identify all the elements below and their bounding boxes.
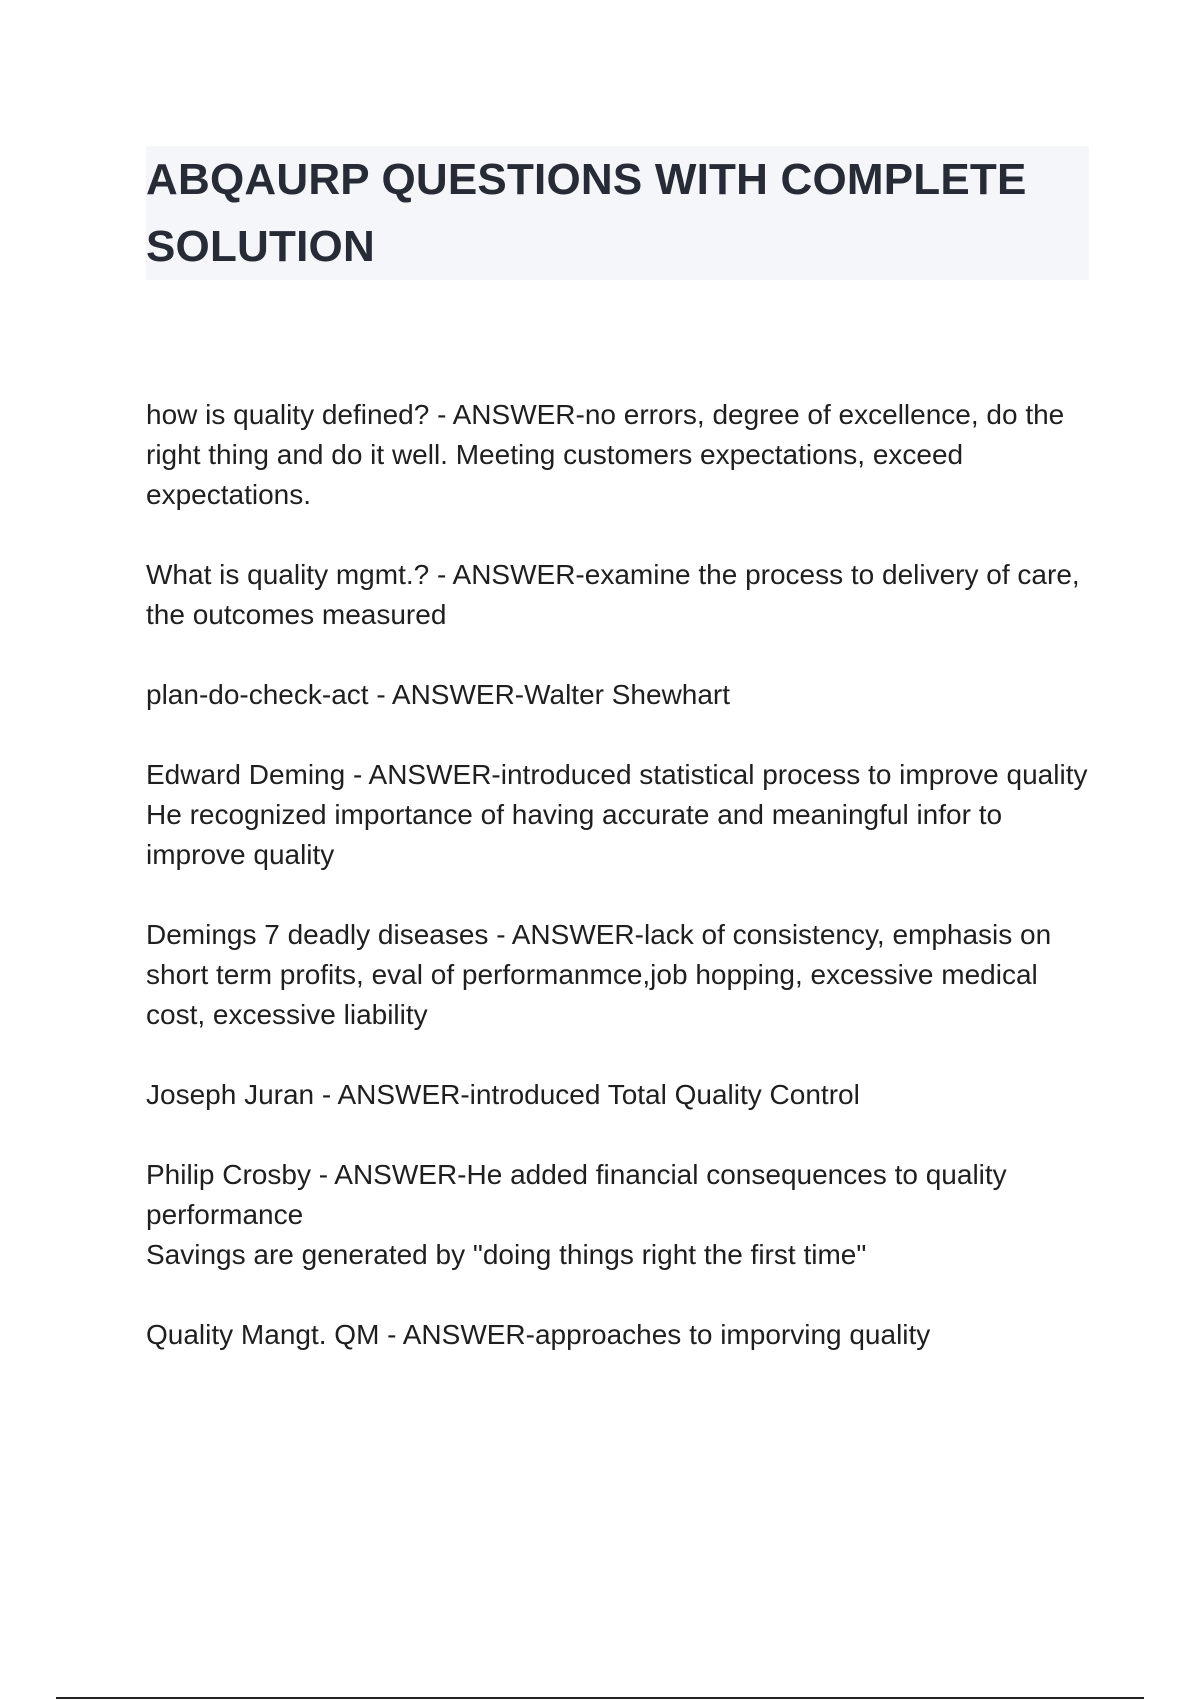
qa-item-quality-mangt [146,1315,1091,1355]
qa-list [146,395,1091,1395]
qa-text: Joseph Juran - ANSWER-introduced Total Quality Control [146,1079,860,1110]
title-banner [146,146,1089,280]
qa-item-edward-deming [146,755,1091,875]
qa-text: plan-do-check-act - ANSWER-Walter Shewhart [146,679,731,710]
qa-item-philip-crosby [146,1155,1091,1275]
page-title: ABQAURP QUESTIONS WITH COMPLETE SOLUTION [146,155,1027,271]
qa-text: Edward Deming - ANSWER-introduced statistical process to improve quality [146,759,1088,790]
qa-item-joseph-juran [146,1075,1091,1115]
qa-text: Quality Mangt. QM - ANSWER-approaches to imporving quality [146,1319,931,1350]
qa-item-quality-mgmt [146,555,1091,635]
qa-item-deming-diseases [146,915,1091,1035]
qa-item-quality-defined [146,395,1091,515]
qa-text-continued: Savings are generated by "doing things right the first time" [146,1239,867,1270]
qa-text: Demings 7 deadly diseases - ANSWER-lack of consistency, emphasis on short term profits, eval of performanmce,job hopping, excessive medical cost, excessive liability [146,919,1052,1030]
qa-text: how is quality defined? - ANSWER-no errors, degree of excellence, do the right thing and do it well. Meeting customers expectations, exceed expectations. [146,399,1065,510]
qa-text-continued: He recognized importance of having accurate and meaningful infor to improve quality [146,799,1003,870]
qa-text: What is quality mgmt.? - ANSWER-examine the process to delivery of care, the outcomes measured [146,559,1080,630]
qa-text: Philip Crosby - ANSWER-He added financial consequences to quality performance [146,1159,1007,1230]
footer-divider [56,1697,1144,1699]
qa-item-pdca [146,675,1091,715]
